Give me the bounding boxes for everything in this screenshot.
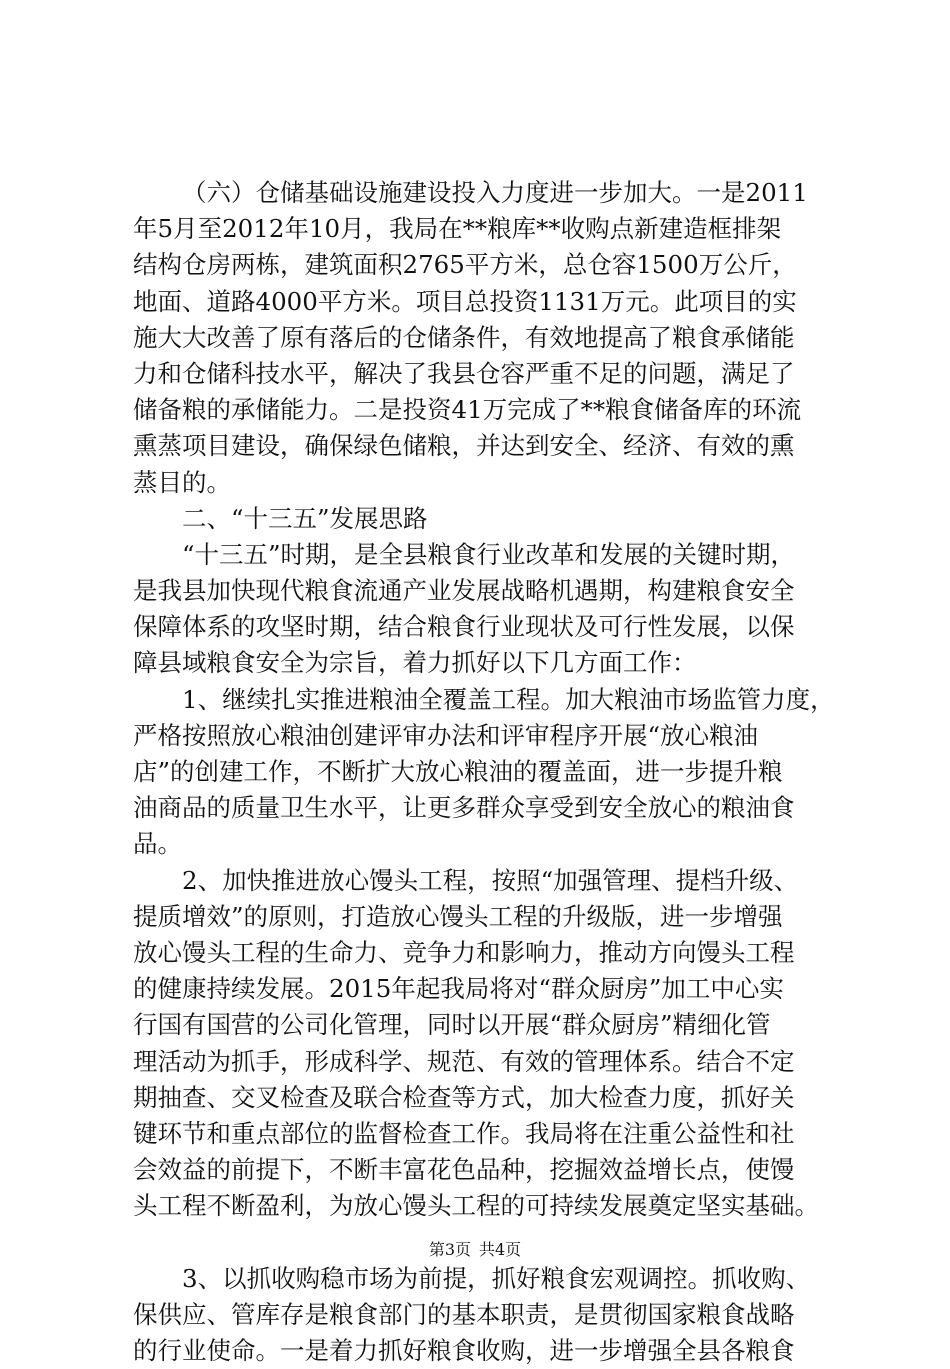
text-line: 放心馒头工程的生命力、竞争力和影响力，推动方向馒头工程 — [133, 937, 795, 967]
text-line: 期抽查、交叉检查及联合检查等方式，加大检查力度，抓好关 — [133, 1082, 795, 1112]
page-footer — [0, 1240, 950, 1260]
text-line: 障县域粮食安全为宗旨，着力抓好以下几方面工作： — [133, 648, 697, 678]
text-line: 是我县加快现代粮食流通产业发展战略机遇期，构建粮食安全 — [133, 576, 795, 606]
page-total: 共4页 — [479, 1240, 522, 1259]
body-text — [133, 175, 833, 1369]
page-number: 第3页 — [428, 1240, 471, 1259]
text-line: 行国有国营的公司化管理，同时以开展“群众厨房”精细化管 — [133, 1010, 771, 1040]
text-line: 提质增效”的原则，打造放心馒头工程的升级版，进一步增强 — [133, 901, 783, 931]
text-line: 施大大改善了原有落后的仓储条件，有效地提高了粮食承储能 — [133, 322, 795, 352]
text-line: 1、继续扎实推进粮油全覆盖工程。加大粮油市场监管力度， — [182, 684, 835, 714]
text-line: 理活动为抓手，形成科学、规范、有效的管理体系。结合不定 — [133, 1046, 795, 1076]
text-line: 油商品的质量卫生水平，让更多群众享受到安全放心的粮油食 — [133, 793, 795, 823]
text-line: 力和仓储科技水平，解决了我县仓容严重不足的问题，满足了 — [133, 358, 795, 388]
text-line: 品。 — [133, 829, 182, 859]
text-line: 2、加快推进放心馒头工程，按照“加强管理、提档升级、 — [182, 865, 799, 895]
text-line: （六）仓储基础设施建设投入力度进一步加大。一是2011 — [182, 178, 808, 207]
section-heading: 二、“十三五”发展思路 — [182, 503, 428, 533]
text-line: 储备粮的承储能力。二是投资41万完成了**粮食储备库的环流 — [133, 395, 802, 425]
text-line: 地面、道路4000平方米。项目总投资1131万元。此项目的实 — [133, 286, 797, 316]
text-line: 键环节和重点部位的监督检查工作。我局将在注重公益性和社 — [133, 1118, 795, 1148]
text-line: 年5月至2012年10月，我局在**粮库**收购点新建造框排架 — [133, 214, 782, 244]
text-line: 保供应、管库存是粮食部门的基本职责，是贯彻国家粮食战略 — [133, 1299, 795, 1329]
text-line: 3、以抓收购稳市场为前提，抓好粮食宏观调控。抓收购、 — [182, 1263, 811, 1293]
text-line: 头工程不断盈利，为放心馒头工程的可持续发展奠定坚实基础。 — [133, 1191, 819, 1221]
text-line: 结构仓房两栋，建筑面积2765平方米，总仓容1500万公斤， — [133, 250, 797, 280]
text-line: 店”的创建工作，不断扩大放心粮油的覆盖面，进一步提升粮 — [133, 757, 783, 786]
text-line: 蒸目的。 — [133, 467, 231, 497]
text-line: 会效益的前提下，不断丰富花色品种，挖掘效益增长点，使馒 — [133, 1155, 795, 1185]
text-line: 严格按照放心粮油创建评审办法和评审程序开展“放心粮油 — [133, 720, 759, 750]
text-line: 的健康持续发展。2015年起我局将对“群众厨房”加工中心实 — [133, 974, 784, 1004]
text-line: 熏蒸项目建设，确保绿色储粮，并达到安全、经济、有效的熏 — [133, 431, 795, 461]
text-line: 保障体系的攻坚时期，结合粮食行业现状及可行性发展，以保 — [133, 612, 795, 642]
text-line: 的行业使命。一是着力抓好粮食收购，进一步增强全县各粮食 — [133, 1336, 795, 1365]
text-line: “十三五”时期，是全县粮食行业改革和发展的关键时期， — [182, 539, 796, 569]
